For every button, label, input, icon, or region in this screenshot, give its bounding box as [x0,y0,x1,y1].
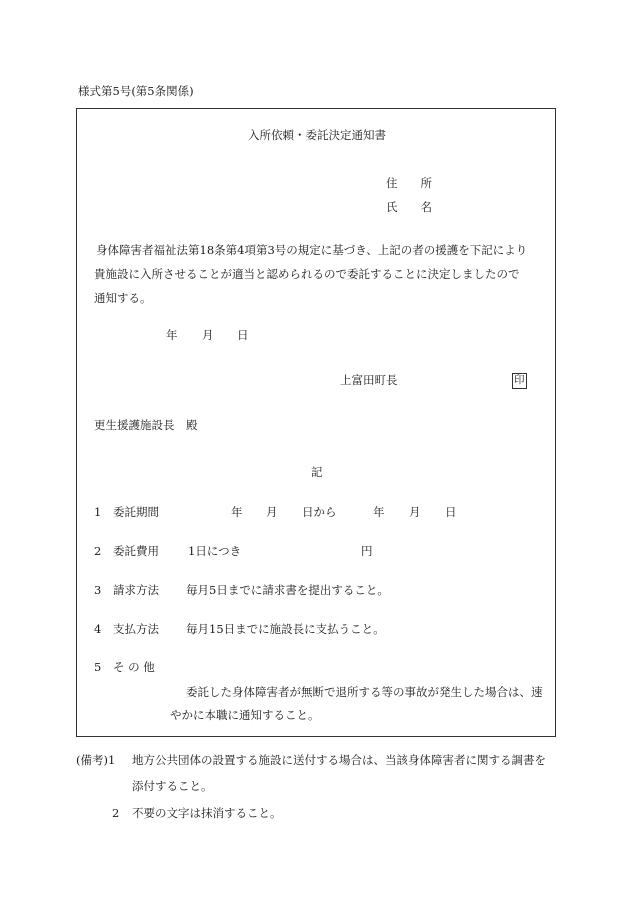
item-label: 請求方法 [113,583,159,597]
document-title: 入所依頼・委託決定通知書 [248,128,386,142]
item-text: 毎月15日までに施設長に支払うこと。 [186,622,385,636]
note-2-text: 不要の文字は抹消すること。 [132,806,282,820]
start-year: 年 [231,505,243,519]
name-label: 氏 名 [386,200,432,214]
date-month: 月 [202,328,214,342]
item-label: 委託費用 [113,544,159,558]
issuer-name: 上富田町長 [340,373,398,387]
item-number: 3 [94,583,102,597]
item-text-line-2: やかに本職に通知すること。 [170,708,320,722]
seal-icon: 印 [512,373,527,389]
end-day: 日 [445,505,457,519]
address-label: 住 所 [386,176,432,190]
seal-mark [512,373,527,389]
ki-heading: 記 [311,465,323,479]
notes-prefix: (備考)1 [76,753,116,767]
item-text-line-1: 委託した身体障害者が無断で退所する等の事故が発生した場合は、速 [186,685,543,699]
note-1-line-2: 添付すること。 [132,779,213,793]
end-month: 月 [409,505,421,519]
date-year: 年 [166,328,178,342]
item-label: 委託期間 [113,505,159,519]
per-day-label: 1日につき [188,544,242,558]
item-number: 2 [94,544,102,558]
start-month: 月 [266,505,278,519]
item-label: そ の 他 [113,660,155,674]
note-2-number: 2 [112,806,120,820]
date-day: 日 [237,328,249,342]
item-number: 5 [94,660,102,674]
body-line-1: 身体障害者福祉法第18条第4項第3号の規定に基づき、上記の者の援護を下記により [96,243,528,257]
note-1-line-1: 地方公共団体の設置する施設に送付する場合は、当該身体障害者に関する調書を [132,753,546,767]
body-line-3: 通知する。 [94,291,152,305]
form-number-label: 様式第5号(第5条関係) [78,84,194,98]
addressee: 更生援護施設長 殿 [94,418,198,432]
item-number: 1 [94,505,102,519]
item-number: 4 [94,622,102,636]
body-line-2: 貴施設に入所させることが適当と認められるので委託することに決定しましたので [94,267,520,281]
start-day: 日から [302,505,337,519]
item-text: 毎月5日までに請求書を提出すること。 [186,583,389,597]
item-label: 支払方法 [113,622,159,636]
end-year: 年 [373,505,385,519]
yen-unit: 円 [361,544,373,558]
